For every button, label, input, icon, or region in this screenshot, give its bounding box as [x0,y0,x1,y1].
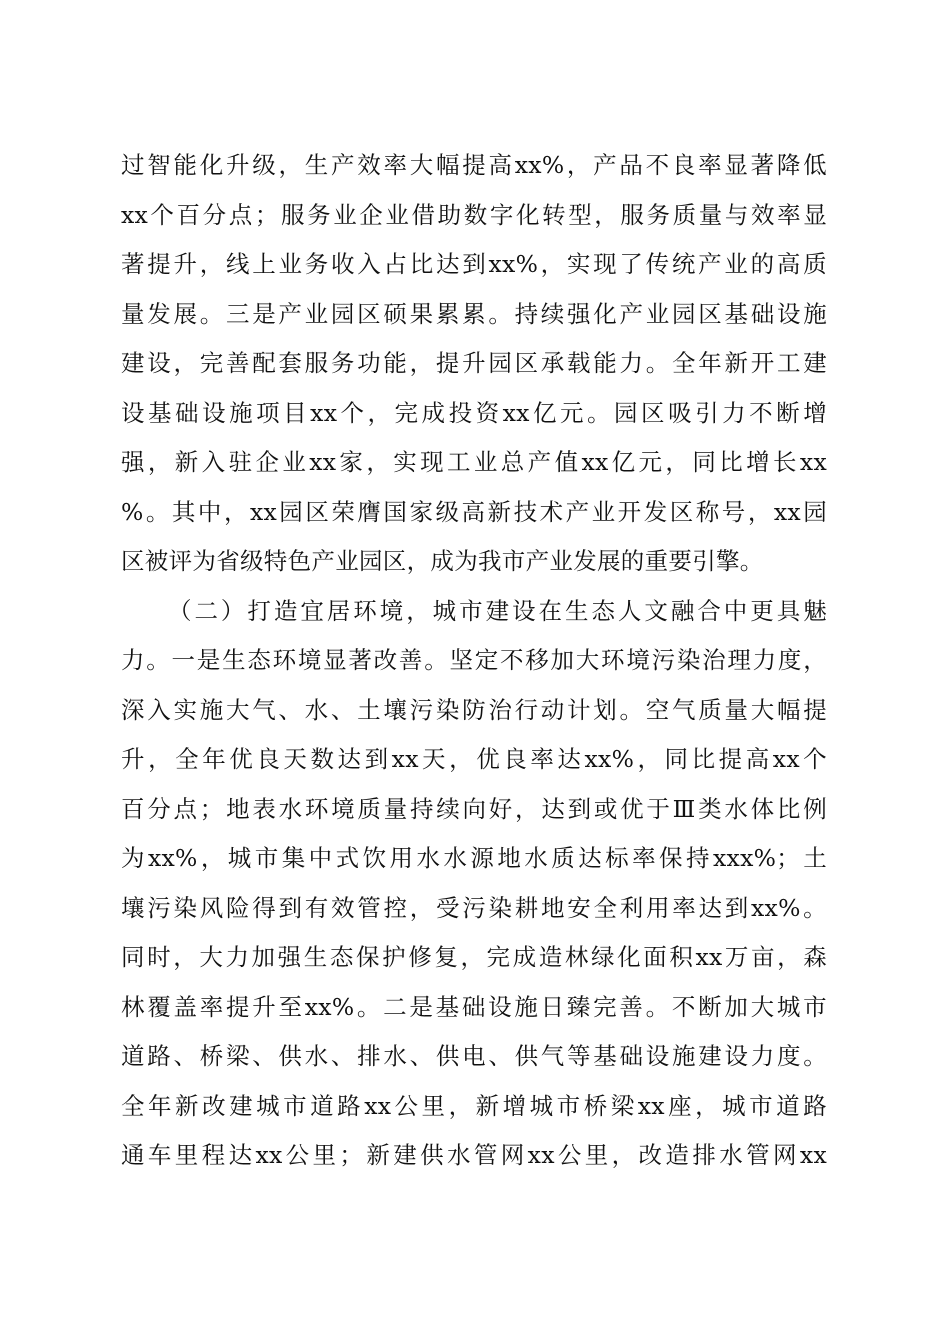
text-line: 百分点；地表水环境质量持续向好，达到或优于Ⅲ类水体比例 [121,794,827,823]
text-line: 通车里程达xx公里；新建供水管网xx公里，改造排水管网xx [121,1141,827,1169]
text-line: xx个百分点；服务业企业借助数字化转型，服务质量与效率显 [121,200,827,229]
text-line: 壤污染风险得到有效管控，受污染耕地安全利用率达到xx%。 [121,893,827,922]
body-text [121,141,827,1181]
text-line: 强，新入驻企业xx家，实现工业总产值xx亿元，同比增长xx [121,448,827,476]
text-line: 建设，完善配套服务功能，提升园区承载能力。全年新开工建 [121,349,827,377]
text-line: 升，全年优良天数达到xx天，优良率达xx%，同比提高xx个 [121,745,827,773]
text-line: 著提升，线上业务收入占比达到xx%，实现了传统产业的高质 [121,250,827,278]
text-line: 量发展。三是产业园区硕果累累。持续强化产业园区基础设施 [121,299,827,328]
text-line: 同时，大力加强生态保护修复，完成造林绿化面积xx万亩，森 [121,943,827,971]
text-line: 深入实施大气、水、土壤污染防治行动计划。空气质量大幅提 [121,695,827,724]
text-line: 全年新改建城市道路xx公里，新增城市桥梁xx座，城市道路 [121,1091,827,1120]
text-line: 过智能化升级，生产效率大幅提高xx%，产品不良率显著降低 [121,151,827,179]
paragraph-end-line: 区被评为省级特色产业园区，成为我市产业发展的重要引擎。 [121,547,764,575]
text-line: 林覆盖率提升至xx%。二是基础设施日臻完善。不断加大城市 [121,992,827,1021]
text-line: 设基础设施项目xx个，完成投资xx亿元。园区吸引力不断增 [121,398,827,427]
text-line: %。其中，xx园区荣膺国家级高新技术产业开发区称号，xx园 [121,497,827,526]
section-heading-line: （二）打造宜居环境，城市建设在生态人文融合中更具魅 [168,596,827,625]
text-line: 道路、桥梁、供水、排水、供电、供气等基础设施建设力度。 [121,1042,827,1070]
text-line: 为xx%，城市集中式饮用水水源地水质达标率保持xxx%；土 [121,844,827,872]
text-line: 力。一是生态环境显著改善。坚定不移加大环境污染治理力度， [121,646,827,674]
